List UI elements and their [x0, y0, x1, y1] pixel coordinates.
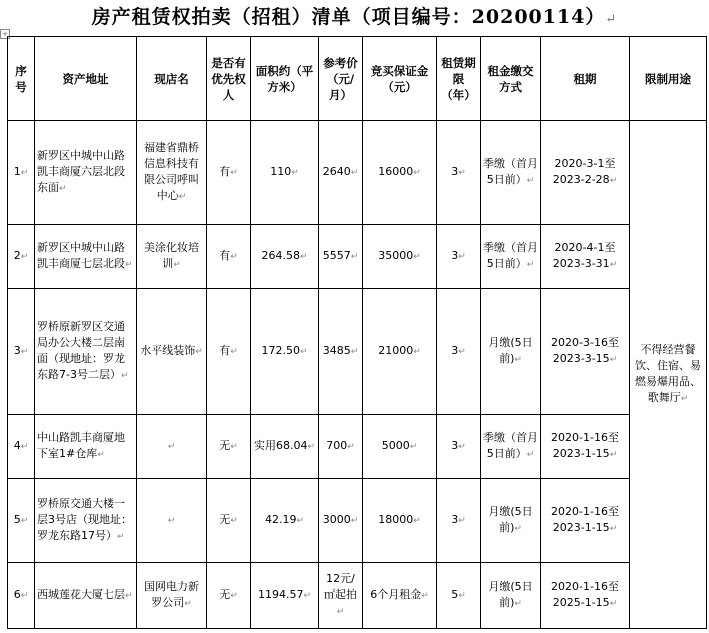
cell-shop: 水平线装饰↵	[137, 289, 207, 415]
cell-address: 新罗区中城中山路凯丰商厦六层北段东面↵	[35, 121, 137, 225]
header-deposit: 竞买保证金（元）	[363, 37, 437, 121]
cell-priority: 无↵	[207, 479, 251, 563]
cell-seq: 1↵	[8, 121, 35, 225]
cell-period: 2020-3-16至2023-3-15↵	[541, 289, 630, 415]
header-restriction: 限制用途	[630, 37, 707, 121]
cell-deposit: 21000↵	[363, 289, 437, 415]
cell-payment: 季缴（首月5日前）↵	[481, 225, 541, 289]
header-priority: 是否有优先权人	[207, 37, 251, 121]
cell-address: 西城莲花大厦七层↵	[35, 563, 137, 629]
table-row	[8, 415, 707, 479]
cell-payment: 月缴(5日前)↵	[481, 289, 541, 415]
table-row	[8, 479, 707, 563]
cell-deposit: 35000↵	[363, 225, 437, 289]
cell-shop: 美涂化妆培训↵	[137, 225, 207, 289]
cell-address: 罗桥原新罗区交通局办公大楼二层南面（现地址：罗龙东路7-3号二层）↵	[35, 289, 137, 415]
cell-deposit: 5000↵	[363, 415, 437, 479]
cell-deposit: 16000↵	[363, 121, 437, 225]
cell-period: 2020-4-1至2023-3-31↵	[541, 225, 630, 289]
table-anchor-icon[interactable]: +	[0, 29, 10, 39]
page-title: 房产租赁权拍卖（招租）清单（项目编号：20200114）↵	[91, 6, 618, 28]
cell-shop: 国网电力新罗公司↵	[137, 563, 207, 629]
cell-seq: 3↵	[8, 289, 35, 415]
cell-price: 5557↵	[319, 225, 363, 289]
cell-price: 3000↵	[319, 479, 363, 563]
cell-term: 5↵	[437, 563, 481, 629]
cell-address: 罗桥原交通大楼一层3号店（现地址：罗龙东路17号）↵	[35, 479, 137, 563]
cell-payment: 月缴(5日前)↵	[481, 479, 541, 563]
cell-shop: ↵	[137, 415, 207, 479]
header-term: 租赁期限（年）	[437, 37, 481, 121]
header-address: 资产地址	[35, 37, 137, 121]
cell-area: 172.50↵	[251, 289, 319, 415]
cell-seq: 6↵	[8, 563, 35, 629]
table-row	[8, 225, 707, 289]
cell-price: 2640↵	[319, 121, 363, 225]
table-row	[8, 563, 707, 629]
cell-shop: ↵	[137, 479, 207, 563]
cell-area: 1194.57↵	[251, 563, 319, 629]
cell-term: 3↵	[437, 289, 481, 415]
cell-term: 3↵	[437, 415, 481, 479]
cell-restriction: 不得经营餐饮、住宿、易燃易爆用品、歌舞厅↵	[630, 121, 707, 629]
cell-period: 2020-1-16至2023-1-15↵	[541, 415, 630, 479]
cell-area: 42.19↵	[251, 479, 319, 563]
cell-price: 12元/㎡起拍↵	[319, 563, 363, 629]
cell-shop: 福建省鼎桥信息科技有限公司呼叫中心↵	[137, 121, 207, 225]
header-seq: 序号	[8, 37, 35, 121]
cell-deposit: 6个月租金↵	[363, 563, 437, 629]
cell-deposit: 18000↵	[363, 479, 437, 563]
header-row	[8, 37, 707, 121]
cell-priority: 有↵	[207, 289, 251, 415]
cell-seq: 2↵	[8, 225, 35, 289]
cell-address: 新罗区中城中山路凯丰商厦七层北段↵	[35, 225, 137, 289]
cell-payment: 季缴（首月5日前）↵	[481, 121, 541, 225]
header-period: 租期	[541, 37, 630, 121]
cell-price: 3485↵	[319, 289, 363, 415]
cell-area: 110↵	[251, 121, 319, 225]
cell-payment: 月缴(5日前)↵	[481, 563, 541, 629]
cell-seq: 5↵	[8, 479, 35, 563]
cell-term: 3↵	[437, 121, 481, 225]
cell-area: 实用68.04↵	[251, 415, 319, 479]
cell-period: 2020-1-16至2023-1-15↵	[541, 479, 630, 563]
cell-priority: 无↵	[207, 563, 251, 629]
cell-payment: 季缴（首月5日前）↵	[481, 415, 541, 479]
header-area: 面积约（平方米）	[251, 37, 319, 121]
cell-area: 264.58↵	[251, 225, 319, 289]
header-price: 参考价（元/月）	[319, 37, 363, 121]
cell-priority: 有↵	[207, 225, 251, 289]
cell-term: 3↵	[437, 479, 481, 563]
cell-price: 700↵	[319, 415, 363, 479]
cell-seq: 4↵	[8, 415, 35, 479]
listing-table	[7, 36, 707, 629]
cell-priority: 无↵	[207, 415, 251, 479]
header-payment: 租金缴交方式	[481, 37, 541, 121]
table-row	[8, 289, 707, 415]
cell-address: 中山路凯丰商厦地下室1#仓库↵	[35, 415, 137, 479]
cell-period: 2020-1-16至2025-1-15↵	[541, 563, 630, 629]
cell-period: 2020-3-1至2023-2-28↵	[541, 121, 630, 225]
cell-term: 3↵	[437, 225, 481, 289]
table-row	[8, 121, 707, 225]
cell-priority: 有↵	[207, 121, 251, 225]
header-shop: 现店名	[137, 37, 207, 121]
